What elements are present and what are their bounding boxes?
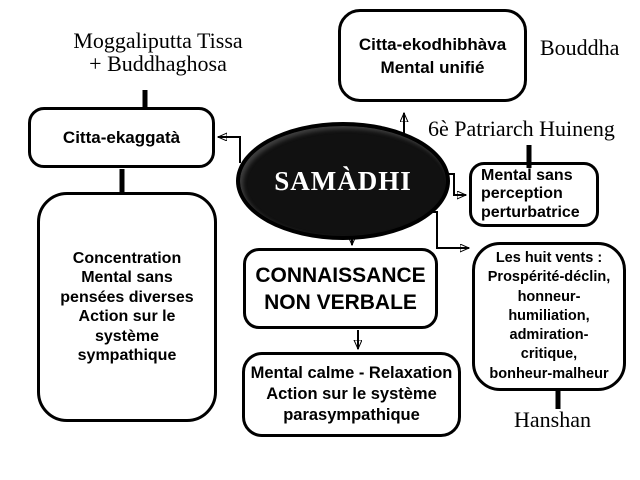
box-huit-vents-line5: admiration- (509, 327, 589, 344)
box-huit-vents-line3: honneur- (517, 288, 581, 305)
box-mental-sans-line1: Mental sans (481, 166, 573, 184)
label-hanshan: Hanshan (514, 407, 591, 432)
box-connaissance-line2: NON VERBALE (264, 290, 417, 314)
box-mental-calme-line2: Action sur le système (266, 385, 437, 403)
label-moggaliputta-line2: + Buddhaghosa (89, 51, 227, 76)
box-huit-vents-line6: critique, (520, 346, 578, 363)
box-citta-ekodhibhava-line2: Mental unifié (380, 57, 485, 77)
arrow-samadhi-to-citta-ekaggata (218, 137, 240, 163)
box-concentration-line6: sympathique (77, 347, 177, 364)
box-concentration-line5: système (94, 327, 160, 345)
box-huit-vents-line2: Prospérité-déclin, (487, 269, 611, 286)
label-moggaliputta-tissa (48, 29, 268, 75)
box-huit-vents-line1: Les huit vents : (495, 250, 603, 267)
box-mental-sans-perception (469, 162, 599, 227)
samadhi-ellipse-node (236, 122, 450, 240)
label-bouddha: Bouddha (540, 35, 620, 60)
box-concentration-line4: Action sur le (78, 308, 176, 325)
box-citta-ekaggata (28, 107, 215, 168)
box-mental-sans-line2: perception (481, 185, 563, 203)
samadhi-label: SAMÀDHI (274, 165, 412, 196)
box-connaissance-line1: CONNAISSANCE (255, 263, 426, 287)
box-mental-calme (242, 352, 461, 437)
box-huit-vents (472, 242, 626, 391)
box-concentration-line1: Concentration (72, 249, 182, 267)
box-mental-calme-line3: parasympathique (283, 406, 420, 424)
box-huit-vents-line7: bonheur-malheur (489, 365, 609, 382)
box-concentration-line3: pensées diverses (60, 288, 194, 306)
box-connaissance-non-verbale (243, 248, 438, 329)
box-citta-ekaggata-label: Citta-ekaggatà (62, 127, 181, 147)
label-moggaliputta-line1: Moggaliputta Tissa (73, 28, 243, 53)
box-concentration-line2: Mental sans (81, 269, 173, 286)
box-citta-ekodhibhava-line1: Citta-ekodhibhàva (358, 34, 507, 54)
box-citta-ekodhibhava (338, 9, 527, 102)
box-mental-sans-line3: perturbatrice (481, 203, 580, 221)
box-mental-calme-line1: Mental calme - Relaxation (250, 364, 453, 382)
label-huineng: 6è Patriarch Huineng (428, 116, 615, 141)
box-concentration (37, 192, 217, 422)
box-huit-vents-line4: humiliation, (508, 307, 590, 324)
